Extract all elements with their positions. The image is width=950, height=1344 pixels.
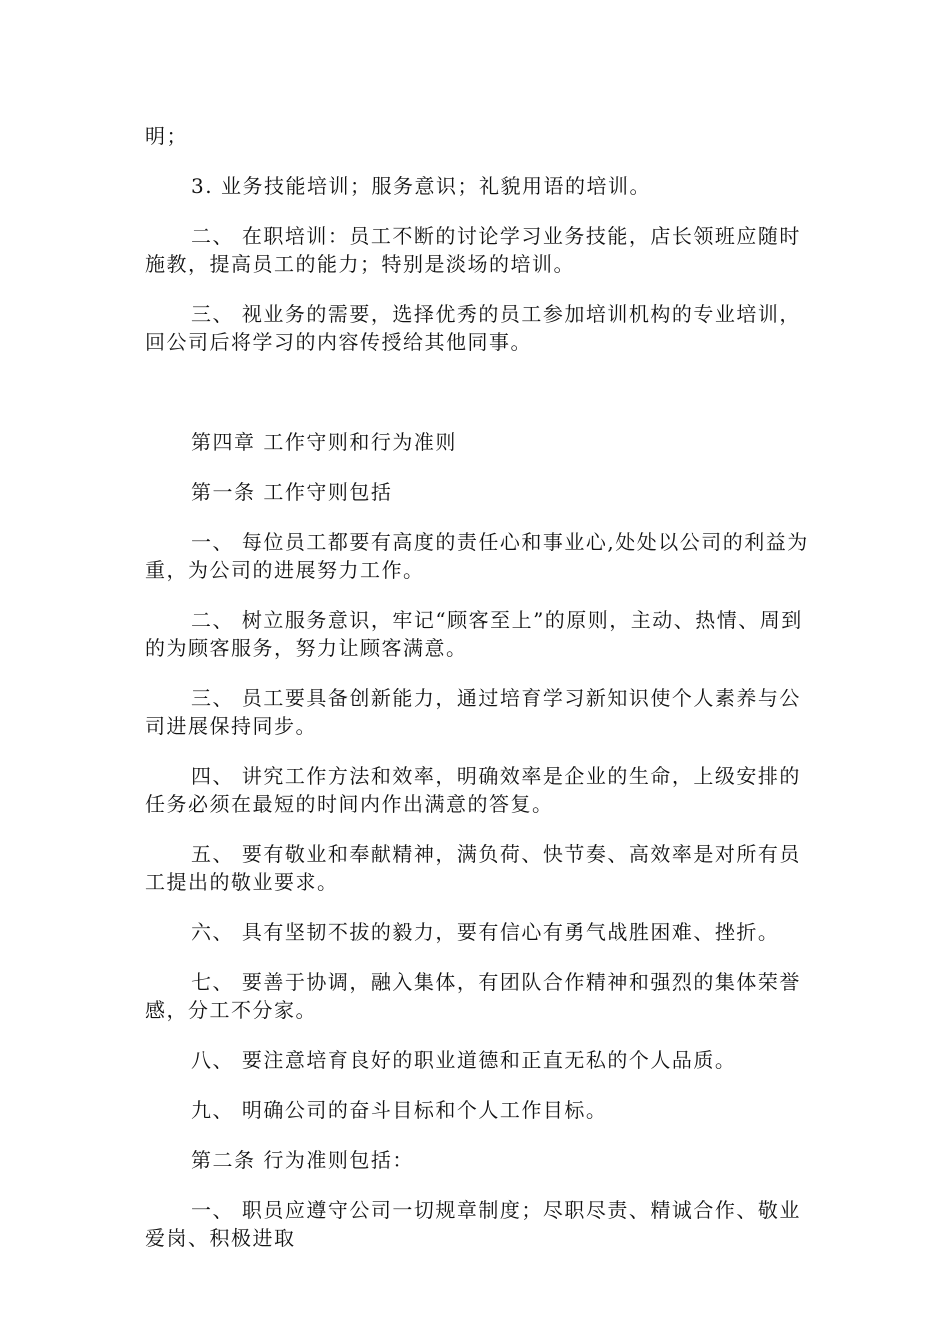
article-1-item: 三、 员工要具备创新能力，通过培育学习新知识使个人素养与公司进展保持同步。: [145, 686, 801, 738]
article-1-item: 六、 具有坚韧不拔的毅力，要有信心有勇气战胜困难、挫折。: [191, 920, 780, 944]
article-1-title: 第一条 工作守则包括: [191, 480, 393, 504]
paragraph-on-job-training: 二、 在职培训：员工不断的讨论学习业务技能，店长领班应随时施教，提高员工的能力；特别是淡场的培训。: [145, 224, 801, 276]
chapter-title: 第四章 工作守则和行为准则: [191, 430, 457, 454]
article-2-title: 第二条 行为准则包括：: [191, 1148, 414, 1172]
document-body: [145, 122, 810, 1274]
article-1-item: 七、 要善于协调，融入集体，有团队合作精神和强烈的集体荣誉感，分工不分家。: [145, 970, 801, 1022]
section-gap: [145, 378, 810, 428]
article-1-item: 一、 每位员工都要有高度的责任心和事业心,处处以公司的利益为重，为公司的进展努力工作。: [145, 530, 809, 582]
article-2-item: 一、 职员应遵守公司一切规章制度；尽职尽责、精诚合作、敬业爱岗、积极进取: [145, 1198, 801, 1250]
article-1-item: 九、 明确公司的奋斗目标和个人工作目标。: [191, 1098, 608, 1122]
article-1-item: 八、 要注意培育良好的职业道德和正直无私的个人品质。: [191, 1048, 737, 1072]
paragraph-continuation: 明；: [145, 124, 188, 148]
paragraph-training-item-3: 3. 业务技能培训；服务意识；礼貌用语的培训。: [191, 174, 651, 198]
article-1-item: 五、 要有敬业和奉献精神，满负荷、快节奏、高效率是对所有员工提出的敬业要求。: [145, 842, 801, 894]
paragraph-external-training: 三、 视业务的需要，选择优秀的员工参加培训机构的专业培训，回公司后将学习的内容传授给其他同事。: [145, 302, 801, 354]
article-1-item: 四、 讲究工作方法和效率，明确效率是企业的生命，上级安排的任务必须在最短的时间内作出满意的答复。: [145, 764, 801, 816]
article-1-item: 二、 树立服务意识，牢记“顾客至上”的原则，主动、热情、周到的为顾客服务，努力让顾客满意。: [145, 608, 803, 660]
